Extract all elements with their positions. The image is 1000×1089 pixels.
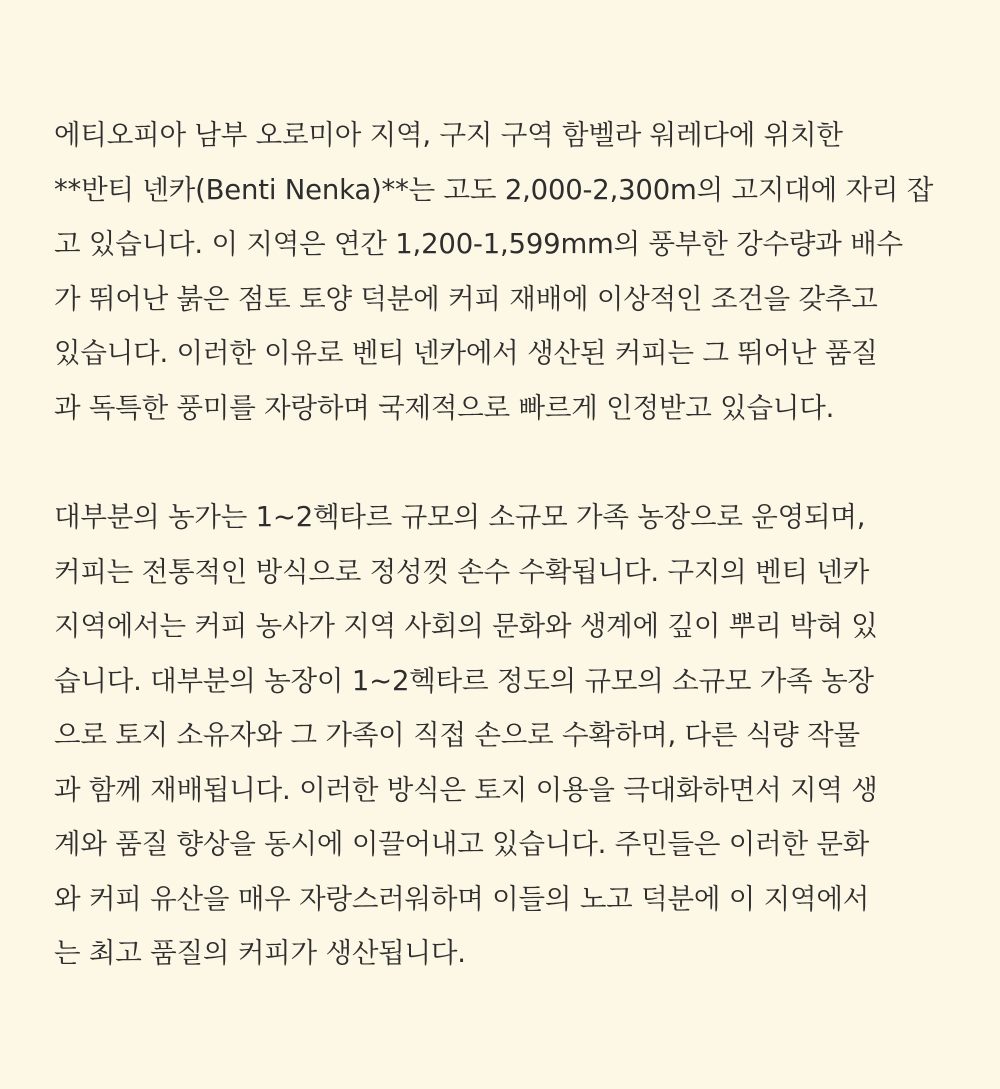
text-line: 지역에서는 커피 농사가 지역 사회의 문화와 생계에 깊이 뿌리 박혀 있 (54, 610, 878, 642)
paragraph-family-farms (54, 490, 954, 981)
text-line: 와 커피 유산을 매우 자랑스러워하며 이들의 노고 덕분에 이 지역에서 (54, 882, 870, 915)
text-line: 대부분의 농가는 1~2헥타르 규모의 소규모 가족 농장으로 운영되며, (54, 501, 866, 533)
text-line: 습니다. 대부분의 농장이 1~2헥타르 정도의 규모의 소규모 가족 농장 (54, 664, 874, 697)
text-line: 계와 품질 향상을 동시에 이끌어내고 있습니다. 주민들은 이러한 문화 (54, 828, 870, 860)
text-line: 있습니다. 이러한 이유로 벤티 넨카에서 생산된 커피는 그 뛰어난 품질 (54, 337, 878, 369)
text-line: 과 독특한 풍미를 자랑하며 국제적으로 빠르게 인정받고 있습니다. (54, 391, 835, 424)
text-line: 가 뛰어난 붉은 점토 토양 덕분에 커피 재배에 이상적인 조건을 갖추고 (54, 282, 878, 315)
paragraph-benti-nenka-location (54, 108, 954, 435)
text-line: **반티 넨카(Benti Nenka)**는 고도 2,000-2,300m의 고지대에 자리 잡 (54, 173, 934, 206)
text-line: 는 최고 품질의 커피가 생산됩니다. (54, 937, 466, 969)
text-line: 고 있습니다. 이 지역은 연간 1,200-1,599mm의 풍부한 강수량과 배수 (54, 228, 903, 260)
text-line: 과 함께 재배됩니다. 이러한 방식은 토지 이용을 극대화하면서 지역 생 (54, 773, 878, 806)
text-line: 으로 토지 소유자와 그 가족이 직접 손으로 수확하며, 다른 식량 작물 (54, 719, 860, 751)
text-line: 에티오피아 남부 오로미아 지역, 구지 구역 함벨라 워레다에 위치한 (54, 119, 843, 151)
text-line: 커피는 전통적인 방식으로 정성껏 손수 수확됩니다. 구지의 벤티 넨카 (54, 555, 870, 588)
